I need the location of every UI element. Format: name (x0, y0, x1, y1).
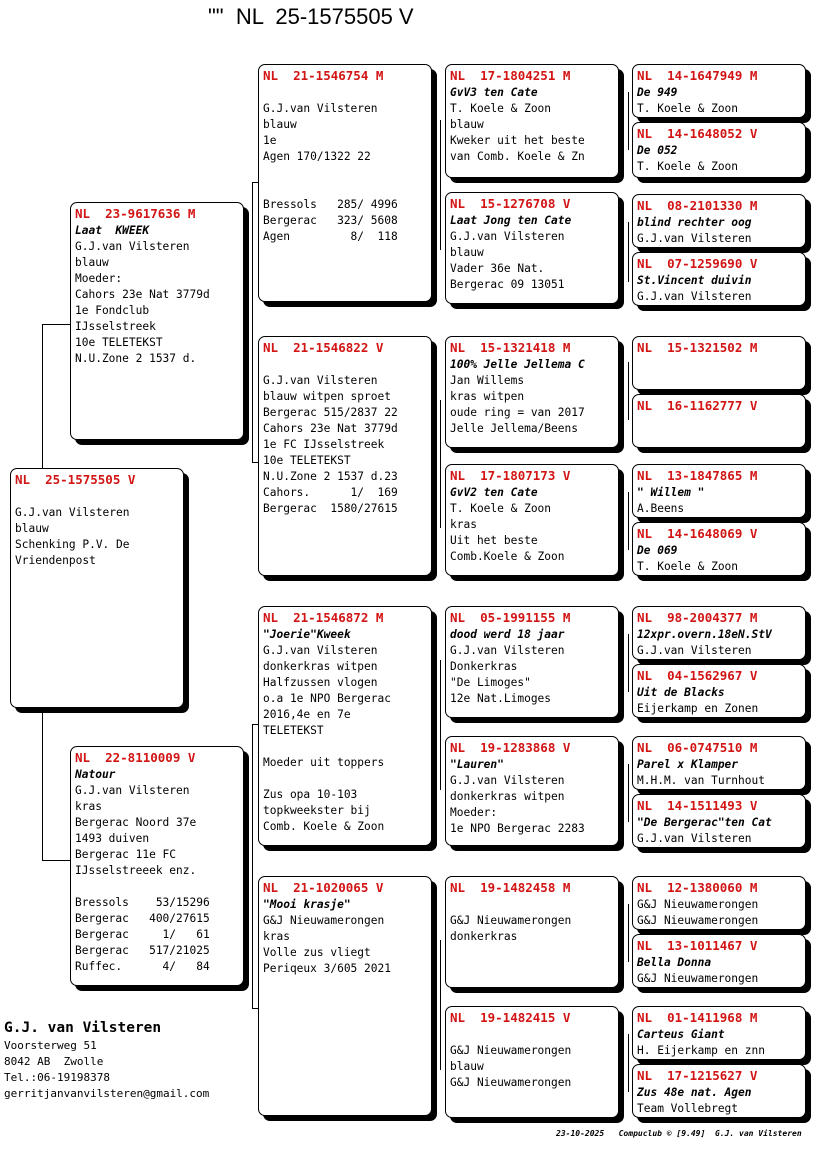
detail-line: Jelle Jellema/Beens (450, 422, 578, 435)
detail-line: Moeder: (75, 272, 123, 285)
detail-line: Zus opa 10-103 (263, 788, 358, 801)
ring-number: NL 15-1321502 M (637, 340, 758, 355)
connector-line (252, 182, 253, 462)
pedigree-card-g4-3[interactable] (632, 194, 806, 248)
pigeon-name-line: " Willem " (637, 486, 705, 499)
pedigree-card-g3-3[interactable] (445, 336, 619, 448)
detail-line: Bergerac 1580/27615 (263, 502, 398, 515)
pigeon-name-line: 100% Jelle Jellema C (450, 358, 585, 371)
pigeon-details (637, 215, 801, 247)
detail-line: G.J.van Vilsteren (75, 240, 190, 253)
pigeon-name-line: St.Vincent duivin (637, 274, 752, 287)
detail-line: blauw (450, 246, 484, 259)
detail-line (263, 739, 427, 755)
detail-line: Team Vollebregt (637, 1102, 739, 1115)
detail-line: blauw (263, 118, 297, 131)
ring-number: NL 14-1511493 V (637, 798, 758, 813)
ring-number: NL 21-1020065 V (263, 880, 384, 895)
ring-number: NL 13-1847865 M (637, 468, 758, 483)
pigeon-details (450, 1027, 614, 1091)
detail-line: Bressols 285/ 4996 (263, 198, 398, 211)
pedigree-card-g3-2[interactable] (445, 192, 619, 304)
detail-line: N.U.Zone 2 1537 d. (75, 352, 197, 365)
detail-line (263, 165, 427, 181)
detail-line (263, 181, 427, 197)
detail-line: Donkerkras (450, 660, 518, 673)
owner-block (4, 1018, 209, 1102)
ring-number: NL 21-1546872 M (263, 610, 384, 625)
pigeon-name-line: Bella Donna (637, 956, 712, 969)
owner-city: 8042 AB Zwolle (4, 1055, 104, 1068)
pigeon-name-line: De 052 (637, 144, 678, 157)
pigeon-name-line: "Lauren" (450, 758, 504, 771)
pigeon-details (450, 85, 614, 165)
detail-line: G.J.van Vilsteren (263, 102, 378, 115)
detail-line: blauw (450, 1060, 484, 1073)
pigeon-name-line: Zus 48e nat. Agen (637, 1086, 752, 1099)
pedigree-card-subject[interactable] (10, 468, 184, 708)
detail-line: Vader 36e Nat. (450, 262, 545, 275)
detail-line: Kweker uit het beste (450, 134, 585, 147)
pedigree-card-sire[interactable] (70, 202, 244, 440)
pedigree-card-g4-2[interactable] (632, 122, 806, 178)
detail-line: donkerkras witpen (450, 790, 565, 803)
detail-line: Jan Willems (450, 374, 525, 387)
pedigree-card-g4-13[interactable] (632, 876, 806, 930)
detail-line: G.J.van Vilsteren (637, 290, 752, 303)
detail-line: "De Limoges" (450, 676, 531, 689)
detail-line: H. Eijerkamp en znn (637, 1044, 765, 1057)
pigeon-name-line: Natour (75, 768, 116, 781)
detail-line (75, 879, 239, 895)
pedigree-card-g4-10[interactable] (632, 664, 806, 718)
detail-line: blauw (450, 118, 484, 131)
pedigree-card-g4-16[interactable] (632, 1064, 806, 1118)
connector-line (628, 362, 629, 420)
detail-line: G&J Nieuwamerongen (263, 914, 385, 927)
ring-number: NL 07-1259690 V (637, 256, 758, 271)
ring-number: NL 16-1162777 V (637, 398, 758, 413)
pedigree-card-grandsire-maternal[interactable] (258, 606, 432, 846)
connector-line (628, 764, 629, 822)
detail-line: Bergerac 323/ 5608 (263, 214, 398, 227)
detail-line: Bressols 53/15296 (75, 896, 210, 909)
detail-line: G&J Nieuwamerongen (450, 1044, 572, 1057)
detail-line: kras (450, 518, 477, 531)
pigeon-details (263, 897, 427, 977)
pedigree-card-g4-12[interactable] (632, 794, 806, 848)
detail-line: Moeder uit toppers (263, 756, 385, 769)
pedigree-card-granddam-maternal[interactable] (258, 876, 432, 1116)
pigeon-name-line: blind rechter oog (637, 216, 752, 229)
pedigree-card-grandsire-paternal[interactable] (258, 64, 432, 302)
detail-line: donkerkras (450, 930, 518, 943)
ring-number: NL 14-1648069 V (637, 526, 758, 541)
detail-line: Agen 8/ 118 (263, 230, 398, 243)
ring-number: NL 17-1807173 V (450, 468, 571, 483)
footer-credit: 23-10-2025 Compuclub © [9.49] G.J. van Vilsteren (556, 1129, 802, 1138)
pigeon-details (637, 143, 801, 175)
pigeon-name-line: dood werd 18 jaar (450, 628, 565, 641)
detail-line: Eijerkamp en Zonen (637, 702, 759, 715)
detail-line (263, 771, 427, 787)
connector-line (628, 222, 629, 282)
detail-line: G.J.van Vilsteren (263, 374, 378, 387)
pigeon-name-line (450, 1027, 614, 1043)
pigeon-name-line: Parel x Klamper (637, 758, 739, 771)
pedigree-card-g4-11[interactable] (632, 736, 806, 790)
detail-line: o.a 1e NPO Bergerac (263, 692, 391, 705)
detail-line: G.J.van Vilsteren (637, 644, 752, 657)
pigeon-details (637, 685, 801, 717)
owner-name: G.J. van Vilsteren (4, 1020, 162, 1036)
connector-line (628, 904, 629, 962)
detail-line: 1493 duiven (75, 832, 150, 845)
detail-line: IJsselstreek (75, 320, 156, 333)
pedigree-card-g4-7[interactable] (632, 464, 806, 518)
detail-line: kras (263, 930, 290, 943)
detail-line: Cahors 23e Nat 3779d (263, 422, 398, 435)
pigeon-details (75, 767, 239, 975)
connector-line (440, 940, 441, 1070)
detail-line: T. Koele & Zoon (637, 102, 739, 115)
pigeon-name-line: Laat Jong ten Cate (450, 214, 572, 227)
detail-line: T. Koele & Zoon (450, 502, 552, 515)
ring-number: NL 23-9617636 M (75, 206, 196, 221)
pigeon-name-line (450, 897, 614, 913)
pigeon-name-line: Carteus Giant (637, 1028, 725, 1041)
pigeon-name-line: Laat KWEEK (75, 224, 150, 237)
pigeon-name-line: 12xpr.overn.18eN.StV (637, 628, 772, 641)
detail-line: kras witpen (450, 390, 525, 403)
connector-line (42, 324, 70, 325)
detail-line: T. Koele & Zoon (450, 102, 552, 115)
owner-phone: Tel.:06-19198378 (4, 1071, 110, 1084)
ring-number: NL 98-2004377 M (637, 610, 758, 625)
pigeon-name-line: G&J Nieuwamerongen (637, 898, 759, 911)
pedigree-card-g4-6[interactable] (632, 394, 806, 448)
connector-line (628, 634, 629, 692)
ring-number: NL 14-1647949 M (637, 68, 758, 83)
ring-number: NL 15-1276708 V (450, 196, 571, 211)
pigeon-details (450, 485, 614, 565)
pigeon-details (637, 1027, 801, 1059)
detail-line: G.J.van Vilsteren (75, 784, 190, 797)
pigeon-details (263, 627, 427, 835)
pigeon-details (637, 85, 801, 117)
detail-line: Volle zus vliegt (263, 946, 371, 959)
pigeon-name-line: De 069 (637, 544, 678, 557)
pedigree-card-g3-6[interactable] (445, 736, 619, 846)
pedigree-card-g4-15[interactable] (632, 1006, 806, 1060)
detail-line: blauw (15, 522, 49, 535)
pigeon-details (263, 357, 427, 517)
pedigree-card-g3-5[interactable] (445, 606, 619, 718)
detail-line: G.J.van Vilsteren (15, 506, 130, 519)
detail-line: van Comb. Koele & Zn (450, 150, 585, 163)
pedigree-card-dam[interactable] (70, 746, 244, 986)
detail-line: G&J Nieuwamerongen (450, 1076, 572, 1089)
detail-line: G&J Nieuwamerongen (450, 914, 572, 927)
ring-number: NL 13-1011467 V (637, 938, 758, 953)
connector-line (42, 712, 43, 860)
detail-line: Cahors. 1/ 169 (263, 486, 398, 499)
detail-line: Halfzussen vlogen (263, 676, 378, 689)
ring-number: NL 05-1991155 M (450, 610, 571, 625)
detail-line: Schenking P.V. De (15, 538, 130, 551)
pigeon-details (15, 489, 179, 569)
ring-number: NL 08-2101330 M (637, 198, 758, 213)
pigeon-details (450, 757, 614, 837)
pedigree-card-g4-9[interactable] (632, 606, 806, 660)
detail-line: topkweekster bij (263, 804, 371, 817)
pigeon-name-line: GvV3 ten Cate (450, 86, 538, 99)
pedigree-card-g3-8[interactable] (445, 1006, 619, 1118)
owner-address: Voorsterweg 51 (4, 1039, 97, 1052)
detail-line: G&J Nieuwamerongen (637, 972, 759, 985)
detail-line: G.J.van Vilsteren (637, 232, 752, 245)
detail-line: 1e (263, 134, 277, 147)
ring-number: NL 19-1482458 M (450, 880, 571, 895)
pigeon-details (637, 485, 801, 517)
pigeon-name-line: Uit de Blacks (637, 686, 725, 699)
detail-line: Bergerac 11e FC (75, 848, 177, 861)
pigeon-details (637, 757, 801, 789)
pedigree-card-granddam-paternal[interactable] (258, 336, 432, 576)
detail-line: G.J.van Vilsteren (450, 774, 565, 787)
pigeon-name-line: De 949 (637, 86, 678, 99)
detail-line: N.U.Zone 2 1537 d.23 (263, 470, 398, 483)
owner-email[interactable]: gerritjanvanvilsteren@gmail.com (4, 1087, 210, 1100)
pigeon-name-line (15, 489, 179, 505)
ring-number: NL 04-1562967 V (637, 668, 758, 683)
pedigree-title: "" NL 25-1575505 V (208, 4, 414, 29)
connector-line (42, 860, 70, 861)
connector-line (440, 400, 441, 528)
ring-number: NL 06-0747510 M (637, 740, 758, 755)
ring-number: NL 21-1546754 M (263, 68, 384, 83)
detail-line: Ruffec. 4/ 84 (75, 960, 210, 973)
detail-line: Bergerac 1/ 61 (75, 928, 210, 941)
connector-line (252, 724, 253, 1008)
connector-line (42, 324, 43, 470)
detail-line: 2016,4e en 7e (263, 708, 351, 721)
detail-line: G.J.van Vilsteren (450, 644, 565, 657)
detail-line: 10e TELETEKST (263, 454, 351, 467)
pedigree-card-g4-5[interactable] (632, 336, 806, 390)
detail-line: M.H.M. van Turnhout (637, 774, 765, 787)
detail-line: Vriendenpost (15, 554, 96, 567)
ring-number: NL 01-1411968 M (637, 1010, 758, 1025)
ring-number: NL 19-1482415 V (450, 1010, 571, 1025)
detail-line: Bergerac Noord 37e (75, 816, 197, 829)
detail-line: 1e Fondclub (75, 304, 150, 317)
pigeon-name-line: "De Bergerac"ten Cat (637, 816, 772, 829)
pigeon-name-line: GvV2 ten Cate (450, 486, 538, 499)
pedigree-card-g4-8[interactable] (632, 522, 806, 576)
pigeon-details (75, 223, 239, 367)
detail-line: Bergerac 517/21025 (75, 944, 210, 957)
detail-line: G.J.van Vilsteren (263, 644, 378, 657)
detail-line: IJsselstreeek enz. (75, 864, 197, 877)
ring-number: NL 22-8110009 V (75, 750, 196, 765)
detail-line: A.Beens (637, 502, 685, 515)
pedigree-card-g3-4[interactable] (445, 464, 619, 576)
pigeon-details (263, 85, 427, 245)
pigeon-details (637, 815, 801, 847)
ring-number: NL 14-1648052 V (637, 126, 758, 141)
pedigree-card-g3-1[interactable] (445, 64, 619, 178)
detail-line: TELETEKST (263, 724, 324, 737)
detail-line: G&J Nieuwamerongen (637, 914, 759, 927)
connector-line (628, 492, 629, 550)
pigeon-name-line: "Mooi krasje" (263, 898, 351, 911)
connector-line (440, 120, 441, 250)
detail-line: Moeder: (450, 806, 498, 819)
ring-number: NL 17-1215627 V (637, 1068, 758, 1083)
detail-line: Bergerac 09 13051 (450, 278, 565, 291)
detail-line: T. Koele & Zoon (637, 160, 739, 173)
detail-line: blauw (75, 256, 109, 269)
pigeon-details (450, 357, 614, 437)
ring-number: NL 19-1283868 V (450, 740, 571, 755)
detail-line: Comb.Koele & Zoon (450, 550, 565, 563)
ring-number: NL 12-1380060 M (637, 880, 758, 895)
detail-line: Bergerac 400/27615 (75, 912, 210, 925)
detail-line: donkerkras witpen (263, 660, 378, 673)
ring-number: NL 25-1575505 V (15, 472, 136, 487)
pigeon-details (637, 955, 801, 987)
ring-number: NL 21-1546822 V (263, 340, 384, 355)
pedigree-card-g4-1[interactable] (632, 64, 806, 118)
detail-line: G.J.van Vilsteren (637, 832, 752, 845)
connector-line (628, 1034, 629, 1092)
pigeon-details (450, 897, 614, 945)
ring-number: NL 15-1321418 M (450, 340, 571, 355)
detail-line: kras (75, 800, 102, 813)
detail-line: blauw witpen sproet (263, 390, 391, 403)
pigeon-details (637, 1085, 801, 1117)
pigeon-details (450, 213, 614, 293)
detail-line: Comb. Koele & Zoon (263, 820, 385, 833)
detail-line: 12e Nat.Limoges (450, 692, 552, 705)
detail-line: Periqeux 3/605 2021 (263, 962, 391, 975)
connector-line (440, 660, 441, 790)
pigeon-name-line (263, 357, 427, 373)
detail-line: Cahors 23e Nat 3779d (75, 288, 210, 301)
pigeon-name-line: "Joerie"Kweek (263, 628, 351, 641)
detail-line: T. Koele & Zoon (637, 560, 739, 573)
pigeon-details (637, 897, 801, 929)
detail-line: Uit het beste (450, 534, 538, 547)
pigeon-name-line (263, 85, 427, 101)
pigeon-details (637, 543, 801, 575)
detail-line: oude ring = van 2017 (450, 406, 585, 419)
connector-line (628, 92, 629, 150)
detail-line: 1e FC IJsselstreek (263, 438, 385, 451)
pedigree-card-g4-14[interactable] (632, 934, 806, 988)
pedigree-card-g4-4[interactable] (632, 252, 806, 306)
detail-line: G.J.van Vilsteren (450, 230, 565, 243)
pigeon-details (450, 627, 614, 707)
pedigree-card-g3-7[interactable] (445, 876, 619, 988)
ring-number: NL 17-1804251 M (450, 68, 571, 83)
pigeon-details (637, 273, 801, 305)
detail-line: 10e TELETEKST (75, 336, 163, 349)
pigeon-details (637, 627, 801, 659)
detail-line: Bergerac 515/2837 22 (263, 406, 398, 419)
detail-line: 1e NPO Bergerac 2283 (450, 822, 585, 835)
detail-line: Agen 170/1322 22 (263, 150, 371, 163)
